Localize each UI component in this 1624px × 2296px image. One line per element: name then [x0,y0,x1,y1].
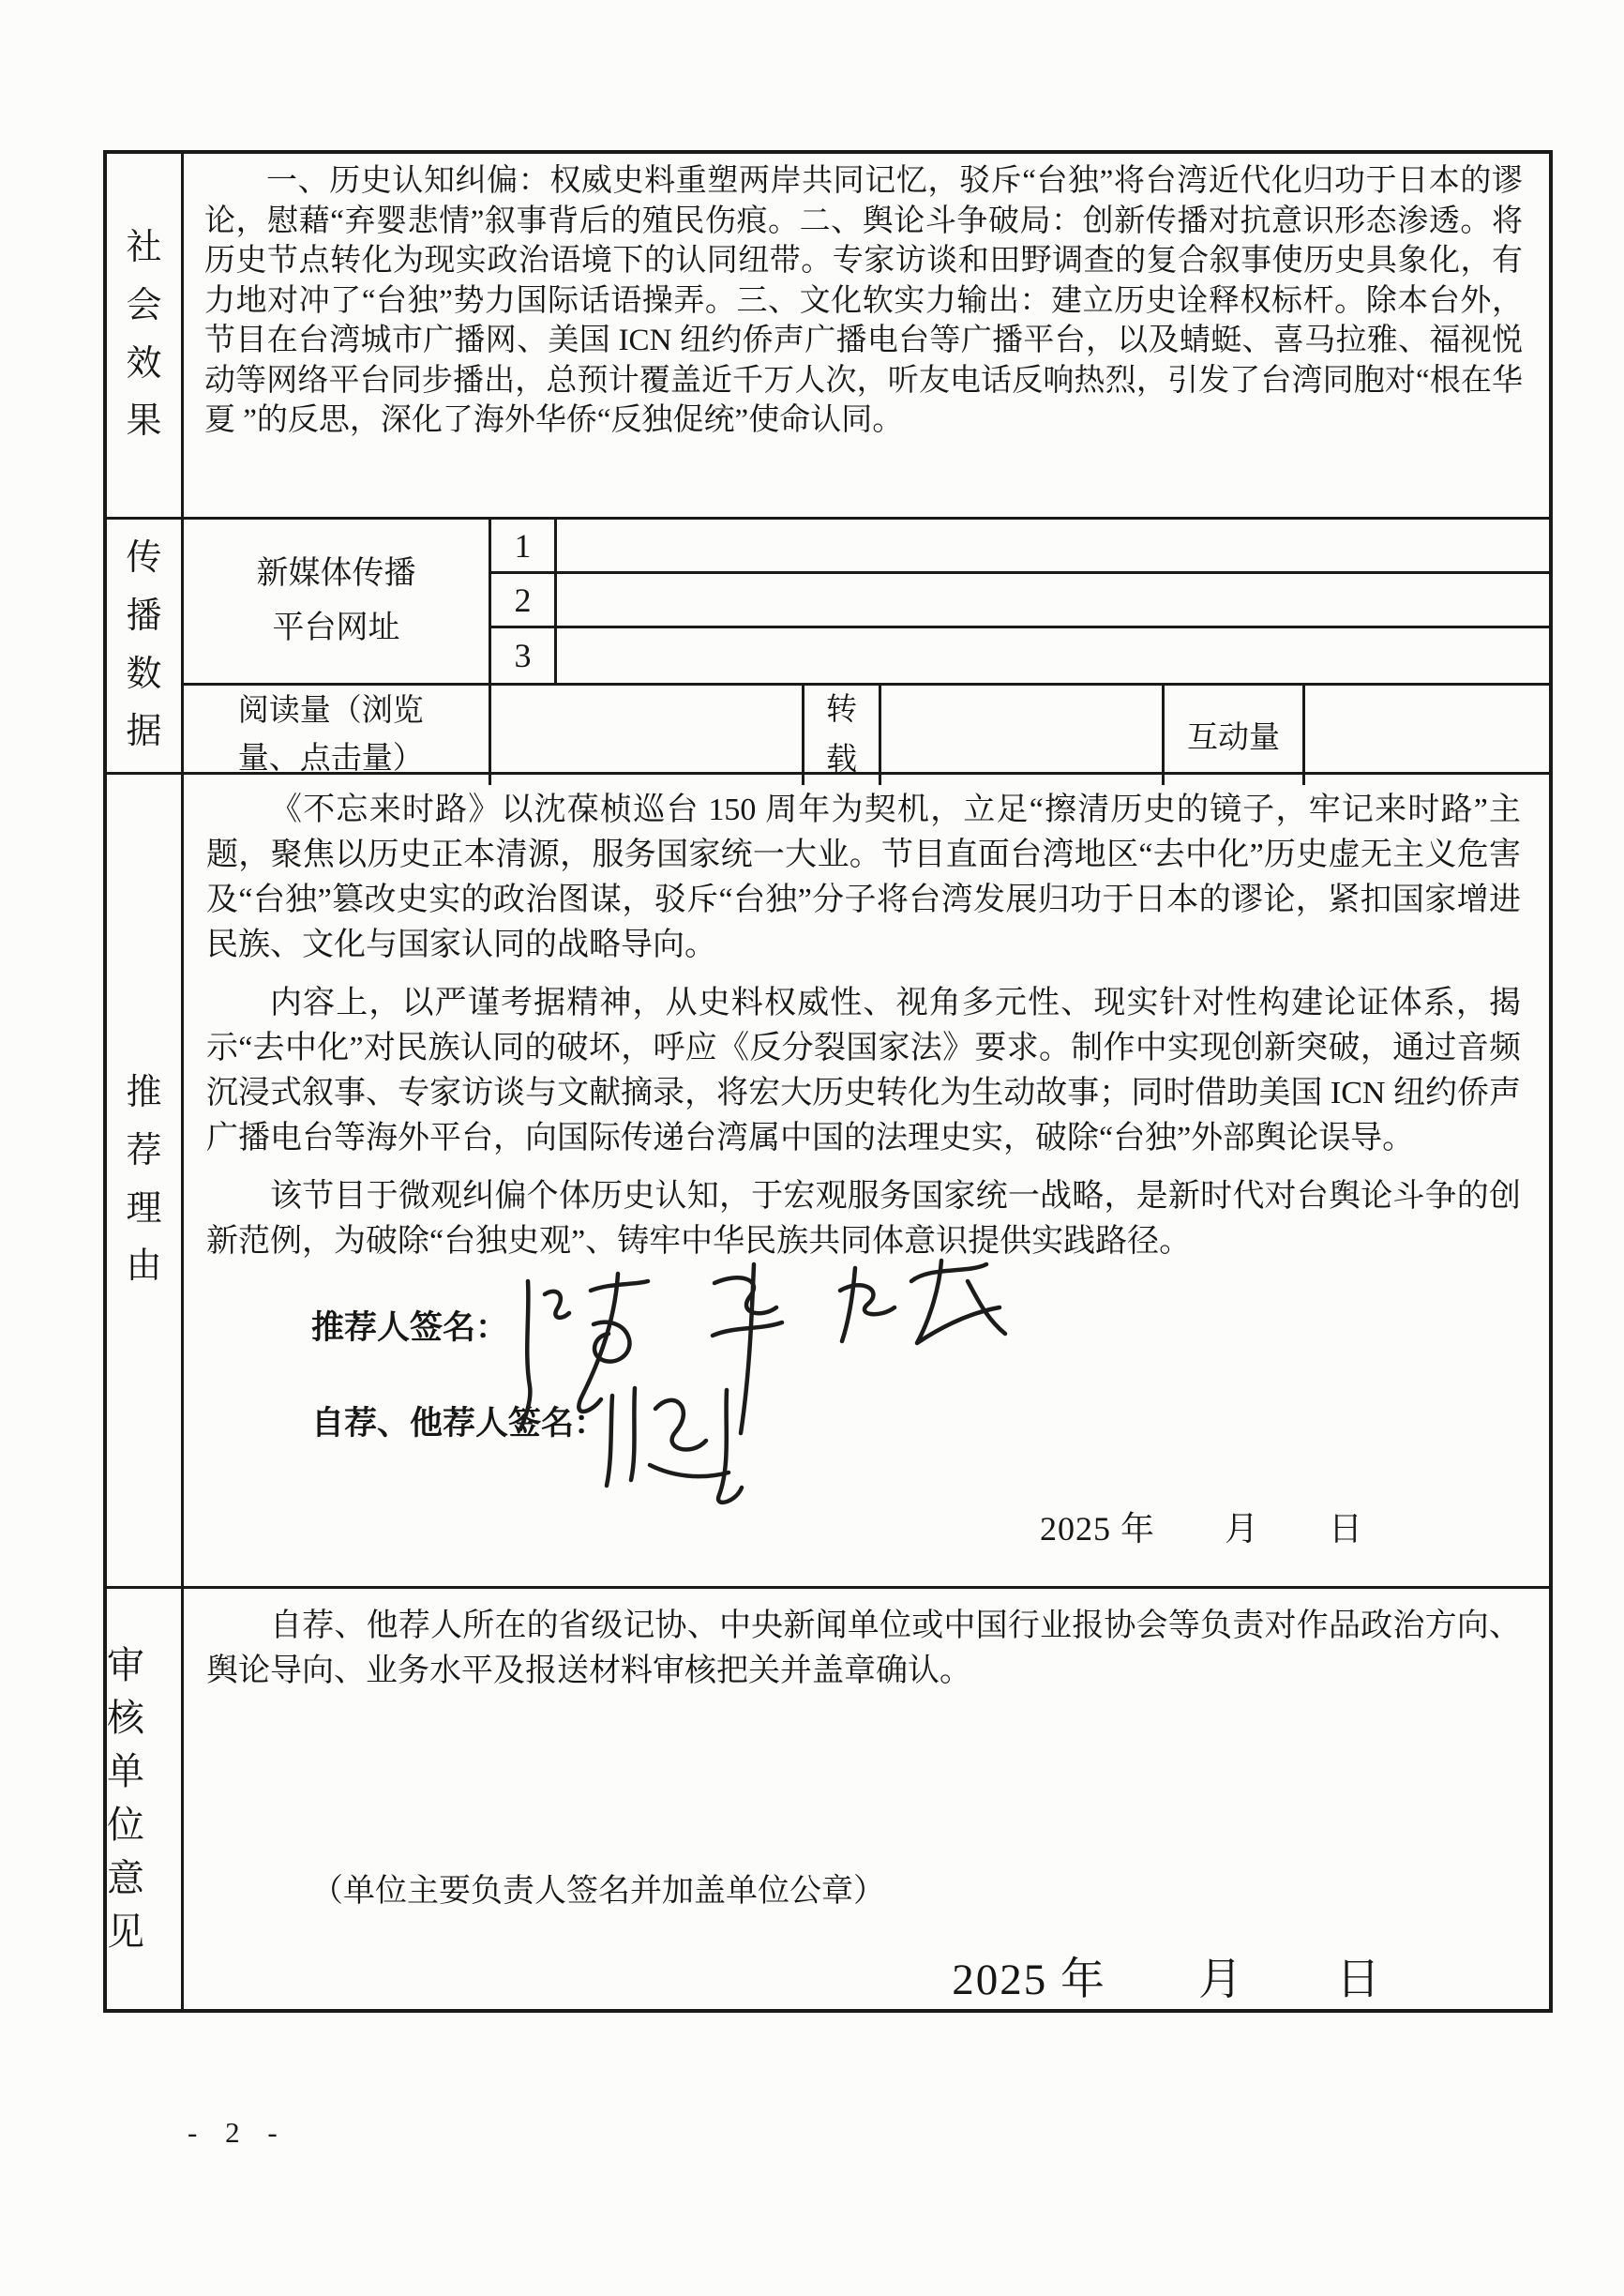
review-label-cell [107,1589,184,2009]
page-number: - 2 - [188,2116,288,2149]
url-row-number-1: 1 [491,520,557,574]
reason-label: 推荐理由 [126,1073,162,1287]
review-date: 2025 年 月 日 [952,1956,1382,2004]
read-count-label: 阅读量（浏览量、点击量） [237,693,424,776]
signature-area [206,1277,1521,1503]
handwritten-signature-self-recommender [595,1369,774,1510]
review-label: 审核单位意见 [107,1643,144,1953]
platform-url-grid [184,520,1549,686]
url-row-number-3: 3 [491,628,557,683]
interaction-label: 互动量 [1187,721,1280,756]
read-count-value [491,686,804,785]
self-recommender-signature-label: 自荐、他荐人签名： [311,1405,608,1442]
media-data-label-cell [107,520,184,772]
interaction-label-cell [1165,686,1305,785]
metrics-row [184,686,1549,785]
review-content [184,1589,1549,2009]
media-data-content [184,520,1549,777]
recommender-signature-label: 推荐人签名： [311,1309,509,1346]
repost-value [881,686,1165,785]
form-table [103,150,1553,2013]
seal-instruction-note: （单位主要负责人签名并加盖单位公章） [311,1874,885,1909]
handwritten-signature-recommender-3 [825,1251,1022,1368]
reason-paragraph-2: 内容上，以严谨考据精神，从史料权威性、视角多元性、现实针对性构建论证体系，揭示“去中化”对民族认同的破坏，呼应《反分裂国家法》要求。制作中实现创新突破，通过音频沉浸式叙事、专家访谈与文献摘录，将宏大历史转化为生动故事；同时借助美国 ICN 纽约侨声 广播电台等海外平台，向国际传递台湾属中国的法理史实，破除“台独”外部舆论误导。 [206,986,1521,1156]
url-field-1 [557,520,1549,574]
reason-content [184,775,1549,1586]
media-data-label: 传播数据 [126,538,162,752]
reason-paragraph-1: 《不忘来时路》以沈葆桢巡台 150 周年为契机，立足“擦清历史的镜子，牢记来时路”主题，聚焦以历史正本清源，服务国家统一大业。节目直面台湾地区“去中化”历史虚无主义危害及“台独”篡改史实的政治图谋，驳斥“台独”分子将台湾发展归功于日本的谬论，紧扣国家增进民族、文化与国家认同的战略导向。 [206,793,1521,962]
row-recommendation-reason [107,775,1549,1589]
platform-label: 新媒体传播平台网址 [256,556,416,645]
url-row-number-2: 2 [491,574,557,628]
interaction-value [1305,686,1549,785]
url-field-2 [557,574,1549,628]
url-field-3 [557,628,1549,683]
row-social-effect [107,154,1549,520]
social-effect-label: 社会效果 [126,228,162,442]
social-effect-text: 一、历史认知纠偏：权威史料重塑两岸共同记忆，驳斥“台独”将台湾近代化归功于日本的谬论，慰藉“弃婴悲情”叙事背后的殖民伤痕。二、舆论斗争破局：创新传播对抗意识形态渗透。将历史节点转化为现实政治语境下的认同纽带。专家访谈和田野调查的复合叙事使历史具象化，有力地对冲了“台独”势力国际话语操弄。三、文化软实力输出：建立历史诠释权标杆。除本台外，节目在台湾城市广播网、美国 ICN 纽约侨声广播电台等广播平台，以及蜻蜓、喜马拉雅、福视悦动等网络平台同步播出，总预计覆盖近千万人次，听友电话反响热烈，引发了台湾同胞对“根在华夏 ”的反思，深化了海外华侨“反独促统”使命认同。 [204,164,1523,437]
review-paragraph: 自荐、他荐人所在的省级记协、中央新闻单位或中国行业报协会等负责对作品政治方向、舆论导向、业务水平及报送材料审核把关并盖章确认。 [206,1609,1521,1688]
platform-label-cell [184,520,491,683]
row-media-data [107,520,1549,775]
reason-date: 2025 年 月 日 [1039,1510,1363,1548]
repost-label: 转载 [825,693,857,777]
reason-paragraph-3: 该节目于微观纠偏个体历史认知，于宏观服务国家统一战略，是新时代对台舆论斗争的创新范例，为破除“台独史观”、铸牢中华民族共同体意识提供实践路径。 [206,1179,1521,1259]
read-count-label-cell [184,686,491,785]
social-effect-label-cell [107,154,184,517]
row-review-opinion [107,1589,1549,2009]
repost-label-cell [804,686,881,785]
reason-label-cell [107,775,184,1586]
